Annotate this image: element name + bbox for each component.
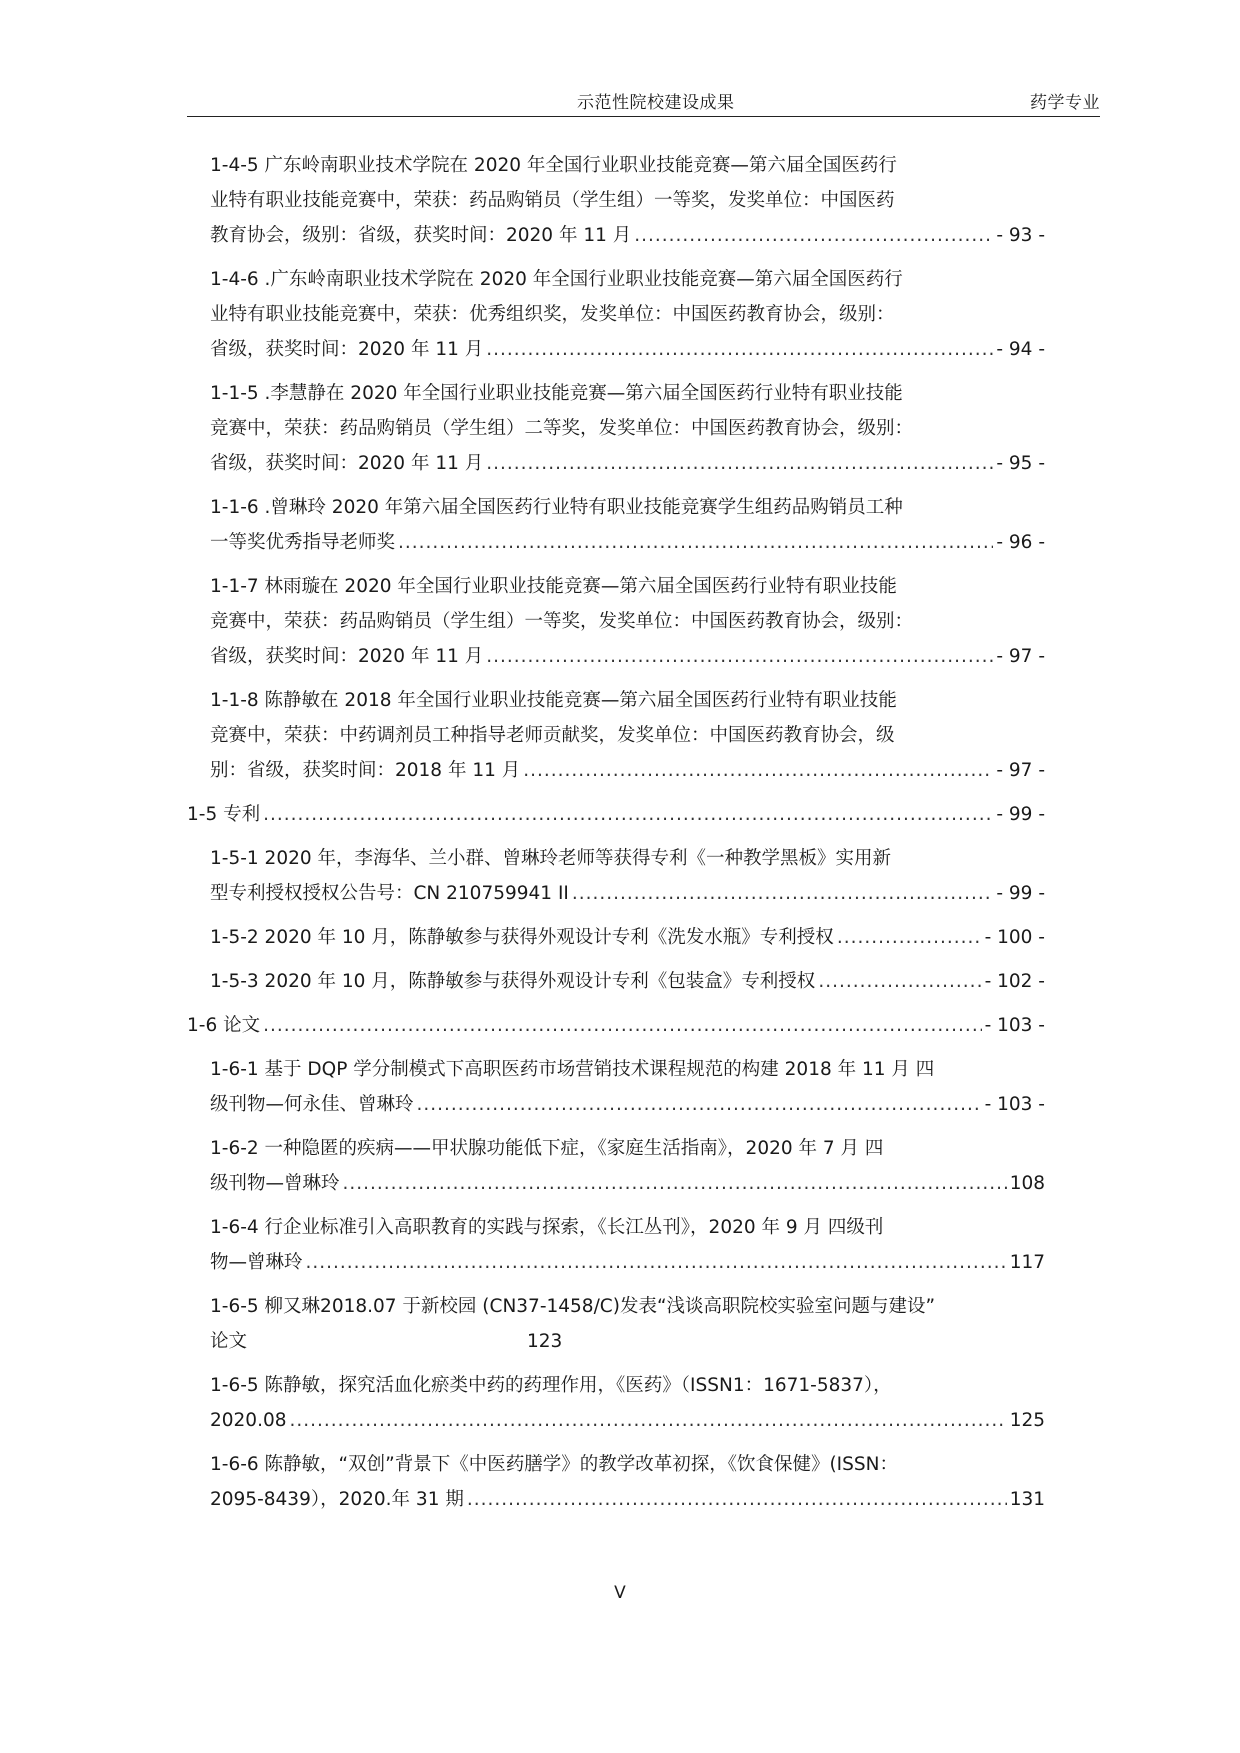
toc-entry-line: 1-6-1 基于 DQP 学分制模式下高职医药市场营销技术课程规范的构建 2018 年 11 月 四 (210, 1059, 935, 1080)
toc-entry[interactable] (187, 964, 1045, 999)
toc-entry-lastline (187, 797, 1045, 832)
toc-entry-text: 型专利授权授权公告号：CN 210759941 II (210, 883, 569, 904)
toc-entry-text: 别：省级，获奖时间：2018 年 11 月 (210, 760, 521, 781)
toc-entry-line: 1-1-5 .李慧静在 2020 年全国行业职业技能竞赛—第六届全国医药行业特有职业技能 (210, 383, 903, 404)
toc-page-number: - 100 - (984, 927, 1045, 948)
toc-entry-line: 业特有职业技能竞赛中，荣获：优秀组织奖，发奖单位：中国医药教育协会，级别： (210, 304, 895, 325)
toc-entry-text: 教育协会，级别：省级，获奖时间：2020 年 11 月 (210, 225, 632, 246)
toc-entry-line: 1-6-5 陈静敏，探究活血化瘀类中药的药理作用，《医药》（ISSN1：1671-5837）， (210, 1375, 892, 1396)
header-title: 示范性院校建设成果 (577, 93, 735, 113)
toc-entry-line: 1-4-5 广东岭南职业技术学院在 2020 年全国行业职业技能竞赛—第六届全国医药行 (210, 155, 897, 176)
toc-entry-line: 业特有职业技能竞赛中，荣获：药品购销员（学生组）一等奖，发奖单位：中国医药 (210, 190, 895, 211)
toc-leader-dots (818, 964, 981, 999)
toc-entry-text: 2095-8439），2020.年 31 期 (210, 1489, 464, 1510)
toc-leader-dots (486, 639, 993, 674)
toc-page-number: - 102 - (984, 971, 1045, 992)
toc-entry-lastline (210, 1087, 1045, 1122)
toc-page-number: 117 (1009, 1252, 1045, 1273)
toc-page-number: - 94 - (996, 339, 1045, 360)
toc-entry-text: 省级，获奖时间：2020 年 11 月 (210, 339, 484, 360)
toc-entry-text: 1-5-3 2020 年 10 月，陈静敏参与获得外观设计专利《包装盒》专利授权 (210, 971, 816, 992)
toc-entry-line: 竞赛中，荣获：中药调剂员工种指导老师贡献奖，发奖单位：中国医药教育协会，级 (210, 725, 895, 746)
toc-entry[interactable] (187, 262, 1045, 367)
toc-page-number: - 97 - (996, 646, 1045, 667)
toc-entry-lastline (210, 639, 1045, 674)
toc-entry-line: 1-6-6 陈静敏，“双创”背景下《中医药膳学》的教学改革初探，《饮食保健》(ISSN： (210, 1454, 898, 1475)
toc-entry-lastline (210, 1324, 1045, 1359)
toc-entry-text: 省级，获奖时间：2020 年 11 月 (210, 453, 484, 474)
toc-page-number: - 99 - (996, 883, 1045, 904)
toc-entry[interactable] (187, 1008, 1045, 1043)
toc-entry-lastline (210, 964, 1045, 999)
toc-entry-text: 一等奖优秀指导老师奖 (210, 532, 396, 553)
toc-leader-dots (486, 446, 993, 481)
toc-entry[interactable] (187, 1368, 1045, 1438)
toc-entry-lastline (210, 753, 1045, 788)
toc-page-number: - 99 - (996, 804, 1045, 825)
toc-entry-line: 1-6-2 一种隐匿的疾病——甲状腺功能低下症，《家庭生活指南》，2020 年 7 月 四 (210, 1138, 884, 1159)
toc-leader-dots (290, 1403, 1007, 1438)
toc-leader-dots (523, 753, 993, 788)
toc-entry-lastline (187, 1008, 1045, 1043)
toc-entry-line: 竞赛中，荣获：药品购销员（学生组）二等奖，发奖单位：中国医药教育协会，级别： (210, 418, 914, 439)
toc-leader-dots (417, 1087, 982, 1122)
toc-leader-dots (398, 525, 993, 560)
toc-page-number: - 93 - (996, 225, 1045, 246)
toc-entry-line: 1-1-8 陈静敏在 2018 年全国行业职业技能竞赛—第六届全国医药行业特有职业技能 (210, 690, 897, 711)
toc-entry-text: 物—曾琳玲 (210, 1252, 303, 1273)
toc-entry[interactable] (187, 148, 1045, 253)
toc-entry-text: 级刊物—曾琳玲 (210, 1173, 340, 1194)
toc-leader-dots (837, 920, 982, 955)
toc-entry-line: 1-6-4 行企业标准引入高职教育的实践与探索，《长江丛刊》，2020 年 9 月 四级刊 (210, 1217, 884, 1238)
table-of-contents (187, 148, 1045, 1526)
toc-entry[interactable] (187, 376, 1045, 481)
toc-entry-lastline (210, 218, 1045, 253)
toc-page-number: - 95 - (996, 453, 1045, 474)
toc-leader-dots (306, 1245, 1007, 1280)
header-department: 药学专业 (1030, 93, 1100, 113)
toc-page-number: - 97 - (996, 760, 1045, 781)
toc-entry-text: 1-6 论文 (187, 1015, 261, 1036)
toc-entry-text: 省级，获奖时间：2020 年 11 月 (210, 646, 484, 667)
toc-leader-dots (572, 876, 993, 911)
toc-entry-text: 1-5 专利 (187, 804, 261, 825)
toc-leader-dots (467, 1482, 1007, 1517)
toc-page-number: - 103 - (984, 1015, 1045, 1036)
toc-entry-lastline (210, 920, 1045, 955)
toc-entry-lastline (210, 446, 1045, 481)
toc-entry-text: 论文 (210, 1331, 248, 1352)
toc-entry-text: 1-5-2 2020 年 10 月，陈静敏参与获得外观设计专利《洗发水瓶》专利授权 (210, 927, 834, 948)
toc-entry-text: 2020.08 (210, 1410, 287, 1431)
toc-entry-lastline (210, 1245, 1045, 1280)
toc-leader-dots (486, 332, 993, 367)
toc-leader-dots (343, 1166, 1007, 1201)
page-header (187, 82, 1100, 117)
toc-page-number: - 103 - (984, 1094, 1045, 1115)
toc-entry-line: 竞赛中，荣获：药品购销员（学生组）一等奖，发奖单位：中国医药教育协会，级别： (210, 611, 914, 632)
toc-entry-text: 级刊物—何永佳、曾琳玲 (210, 1094, 414, 1115)
toc-entry[interactable] (187, 1289, 1045, 1359)
toc-page-number: 131 (1009, 1489, 1045, 1510)
toc-entry[interactable] (187, 1131, 1045, 1201)
toc-entry-lastline (210, 1166, 1045, 1201)
toc-page-number: 108 (1009, 1173, 1045, 1194)
toc-entry[interactable] (187, 1052, 1045, 1122)
toc-leader-dots (634, 218, 993, 253)
toc-entry-lastline (210, 332, 1045, 367)
toc-entry[interactable] (187, 569, 1045, 674)
toc-entry[interactable] (187, 841, 1045, 911)
toc-entry[interactable] (187, 683, 1045, 788)
toc-leader-dots (263, 1008, 981, 1043)
toc-entry[interactable] (187, 1210, 1045, 1280)
toc-leader-dots (263, 797, 993, 832)
toc-entry[interactable] (187, 1447, 1045, 1517)
toc-entry-line: 1-1-6 .曾琳玲 2020 年第六届全国医药行业特有职业技能竞赛学生组药品购销员工种 (210, 497, 903, 518)
toc-entry-lastline (210, 876, 1045, 911)
toc-entry-line: 1-5-1 2020 年，李海华、兰小群、曾琳玲老师等获得专利《一种教学黑板》实用新 (210, 848, 892, 869)
toc-entry[interactable] (187, 490, 1045, 560)
toc-page-number: 123 (527, 1331, 563, 1352)
toc-entry[interactable] (187, 920, 1045, 955)
toc-entry-lastline (210, 525, 1045, 560)
page-number: V (614, 1583, 626, 1603)
toc-page-number: 125 (1009, 1410, 1045, 1431)
toc-page-number: - 96 - (996, 532, 1045, 553)
toc-entry-line: 1-6-5 柳又琳2018.07 于新校园 (CN37-1458/C)发表“浅谈高职院校实验室问题与建设” (210, 1296, 936, 1317)
toc-entry-line: 1-4-6 .广东岭南职业技术学院在 2020 年全国行业职业技能竞赛—第六届全国医药行 (210, 269, 903, 290)
toc-entry[interactable] (187, 797, 1045, 832)
toc-entry-lastline (210, 1403, 1045, 1438)
toc-entry-line: 1-1-7 林雨璇在 2020 年全国行业职业技能竞赛—第六届全国医药行业特有职业技能 (210, 576, 897, 597)
toc-entry-lastline (210, 1482, 1045, 1517)
